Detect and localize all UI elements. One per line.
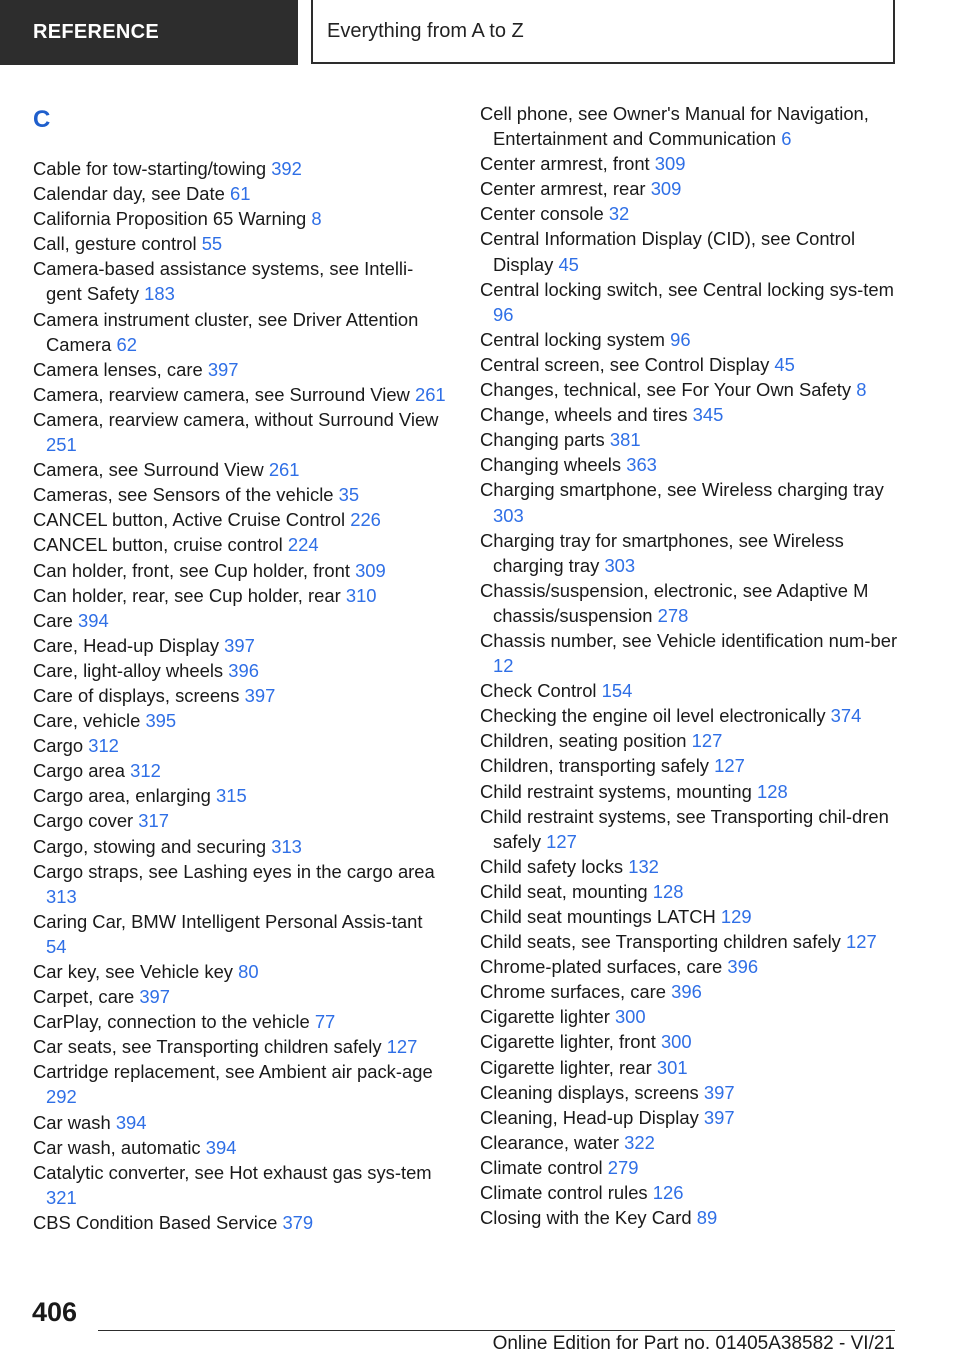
page-reference-link[interactable]: 61 [229,183,251,205]
index-entry-text: Care [33,609,73,631]
index-entry [480,1130,900,1155]
index-entry-text: Camera, see Surround View [33,459,264,481]
page-reference-link[interactable]: 397 [139,986,171,1008]
index-entry [480,954,900,979]
page-reference-link[interactable]: 395 [145,710,177,732]
page-reference-link[interactable]: 127 [714,755,745,777]
index-entry-text: Center armrest, front [480,153,650,175]
page-reference-link[interactable]: 309 [654,153,686,175]
index-entry-text: Change, wheels and tires [480,404,688,426]
index-entry-text: Camera-based assistance systems, see Intelli-gent Safety [33,258,414,305]
page-reference-link[interactable]: 80 [238,961,259,982]
index-entry-text: Cargo [33,735,84,757]
index-entry [33,206,448,231]
page-reference-link[interactable]: 129 [720,906,752,927]
index-entry [480,1155,900,1180]
index-entry [33,859,448,909]
index-entry-text: Center console [480,203,604,225]
page-reference-link[interactable]: 32 [608,203,630,225]
index-entry [480,1004,900,1029]
index-entry-text: Can holder, rear, see Cup holder, rear [33,584,341,606]
index-entry [480,1055,900,1080]
page-reference-link[interactable]: 35 [338,484,360,506]
index-column-left [33,101,448,1235]
index-entry [480,226,900,276]
page-reference-link[interactable]: 89 [696,1207,718,1229]
page-reference-link[interactable]: 396 [671,981,702,1003]
index-entry-text: Camera, rearview camera, see Surround View [33,383,410,405]
index-entry-text: Climate control rules [480,1182,648,1204]
page-reference-link[interactable]: 6 [781,128,792,150]
index-entry [33,758,448,783]
page-reference-link[interactable]: 45 [774,353,795,375]
index-entry-text: Care, vehicle [33,710,141,732]
index-entry-text: Central locking switch, see Central locking sys-tem [480,278,894,300]
index-entry [480,728,900,753]
index-entry-text: Central locking system [480,328,665,350]
index-entry-text: Child seat mountings LATCH [480,906,716,927]
index-entry [33,683,448,708]
index-entry [33,407,448,457]
index-entry [33,457,448,482]
index-entry [33,156,448,181]
index-entry-text: Cell phone, see Owner's Manual for Navigation, Entertainment and Communication [480,103,869,150]
index-entry-text: Cameras, see Sensors of the vehicle [33,484,334,506]
page-reference-link[interactable]: 55 [201,233,223,255]
index-entry-text: Cable for tow-starting/towing [33,158,267,179]
index-entry [33,532,448,557]
page-reference-link[interactable]: 279 [607,1156,639,1178]
page-reference-link[interactable]: 396 [228,659,259,681]
index-entry-text: CANCEL button, Active Cruise Control [33,509,346,531]
index-entry [480,1180,900,1205]
index-entry [480,854,900,879]
index-entry-text: Cargo area [33,760,126,782]
page-reference-link[interactable]: 8 [856,379,867,401]
index-entry [33,959,448,984]
index-entry-text: Care of displays, screens [33,684,240,706]
index-entry-text: Calendar day, see Date [33,183,225,205]
index-entry [33,1009,448,1034]
page-number: 406 [32,1297,78,1327]
page-reference-link[interactable]: 394 [205,1136,237,1158]
index-entry [33,1059,448,1109]
index-entry [480,176,900,201]
index-entry-text: Cleaning, Head-up Display [480,1106,699,1128]
index-entry-text: Car wash [33,1111,111,1133]
index-entry [480,703,900,728]
index-entry-text: Changing wheels [480,454,622,476]
index-entry-text: Chrome-plated surfaces, care [480,956,723,978]
page-reference-link[interactable]: 128 [652,880,684,902]
index-entry-text: Care, Head-up Display [33,634,220,656]
index-entry-text: Children, seating position [480,730,687,752]
index-entry [33,733,448,758]
index-entry-text: California Proposition 65 Warning [33,208,307,230]
page-reference-link[interactable]: 154 [601,680,633,702]
index-entry-text: Closing with the Key Card [480,1207,692,1229]
page-reference-link[interactable]: 292 [46,1086,77,1108]
index-entry-text: Child restraint systems, see Transporting chil-dren safely [480,805,889,852]
page-reference-link[interactable]: 397 [703,1106,735,1128]
page-reference-link[interactable]: 394 [115,1111,147,1133]
index-entry-text: Camera lenses, care [33,358,203,380]
index-entry-text: Cargo straps, see Lashing eyes in the cargo area [33,860,435,882]
page-reference-link[interactable]: 313 [46,885,77,907]
index-entry [480,628,900,678]
index-entry [33,608,448,633]
index-entry-text: Children, transporting safely [480,755,709,777]
index-entry-text: Clearance, water [480,1131,620,1153]
page-reference-link[interactable]: 128 [757,780,788,802]
index-entry-text: Cargo area, enlarging [33,785,211,807]
index-entry [480,879,900,904]
index-entry [33,256,448,306]
page-reference-link[interactable]: 392 [271,158,302,179]
page-reference-link[interactable]: 397 [244,684,276,706]
page-reference-link[interactable]: 303 [493,504,524,526]
index-entry [33,658,448,683]
index-entry-text: Changing parts [480,429,605,451]
page-reference-link[interactable]: 312 [130,760,161,782]
index-entry [480,1080,900,1105]
index-entry-text: Cargo cover [33,810,134,832]
page-reference-link[interactable]: 363 [626,454,657,476]
index-entry-text: Cargo, stowing and securing [33,835,267,857]
page-reference-link[interactable]: 397 [207,358,239,380]
index-entry-text: Child safety locks [480,855,624,877]
page-reference-link[interactable]: 312 [88,735,119,757]
page-reference-link[interactable]: 127 [845,931,877,953]
index-entry-text: Catalytic converter, see Hot exhaust gas sys-tem [33,1161,432,1183]
index-letter-heading: C [33,106,51,133]
index-entry [33,357,448,382]
page-reference-link[interactable]: 12 [493,655,514,677]
index-entry [480,477,900,527]
page-reference-link[interactable]: 394 [78,609,109,631]
index-entry-text: Carpet, care [33,986,135,1008]
index-entry [480,1105,900,1130]
index-entry-text: Central Information Display (CID), see Control Display [480,228,856,275]
index-entry-text: Cleaning displays, screens [480,1081,699,1103]
index-entry [33,307,448,357]
chapter-title: Everything from A to Z [311,0,895,64]
page-reference-link[interactable]: 251 [46,434,77,456]
page-reference-link[interactable]: 317 [138,810,169,832]
index-entry-text: Cigarette lighter, front [480,1031,656,1053]
index-entry [480,904,900,929]
index-entry [480,201,900,226]
page-reference-link[interactable]: 381 [609,429,641,451]
page-reference-link[interactable]: 77 [314,1011,336,1033]
page-reference-link[interactable]: 8 [311,208,322,230]
page-reference-link[interactable]: 303 [604,554,636,576]
page-reference-link[interactable]: 96 [670,328,691,350]
page-reference-link[interactable]: 300 [660,1031,692,1053]
index-entry-text: Check Control [480,680,597,702]
index-entry-text: Cigarette lighter, rear [480,1056,652,1078]
index-entry-text: Central screen, see Control Display [480,353,770,375]
page-reference-link[interactable]: 397 [224,634,255,656]
page-reference-link[interactable]: 301 [656,1056,688,1078]
index-entry-text: Chassis number, see Vehicle identification num-ber [480,629,898,651]
page-reference-link[interactable]: 315 [216,785,247,807]
index-entry-text: Car seats, see Transporting children safely [33,1036,382,1058]
index-entry [480,452,900,477]
index-entry [33,834,448,859]
index-entry-text: Can holder, front, see Cup holder, front [33,559,350,581]
page-reference-link[interactable]: 261 [268,459,300,481]
index-entry-text: Car wash, automatic [33,1136,201,1158]
index-entry [33,1135,448,1160]
index-entry-text: Car key, see Vehicle key [33,961,234,982]
page-reference-link[interactable]: 374 [830,705,862,727]
index-entry [33,1160,448,1210]
index-entry [480,929,900,954]
index-entry [480,528,900,578]
index-entry [480,427,900,452]
index-entry [480,277,900,327]
page-reference-link[interactable]: 322 [624,1131,655,1153]
index-entry [480,1029,900,1054]
index-entry-text: Care, light-alloy wheels [33,659,224,681]
index-entry [480,101,900,151]
index-entry-text: Cartridge replacement, see Ambient air pack-age [33,1061,433,1083]
page-reference-link[interactable]: 226 [350,509,381,531]
index-entry-text: Charging tray for smartphones, see Wireless charging tray [480,529,844,576]
index-entry-text: Call, gesture control [33,233,197,255]
index-entry-text: Climate control [480,1156,603,1178]
page-reference-link[interactable]: 127 [691,730,723,752]
index-entry-text: Camera, rearview camera, without Surround View [33,408,439,430]
page-reference-link[interactable]: 309 [355,559,386,581]
page-reference-link[interactable]: 278 [657,604,689,626]
page-reference-link[interactable]: 45 [558,253,579,275]
index-entry [33,909,448,959]
page-reference-link[interactable]: 224 [287,534,319,556]
page-reference-link[interactable]: 132 [628,855,659,877]
index-entry [33,708,448,733]
index-entry [33,1034,448,1059]
edition-note: Online Edition for Part no. 01405A38582 - VI/21 [492,1333,895,1354]
page-reference-link[interactable]: 96 [493,303,514,325]
page-reference-link[interactable]: 379 [282,1211,314,1233]
index-entry-text: CANCEL button, cruise control [33,534,283,556]
index-entry [33,1110,448,1135]
index-entry [33,507,448,532]
index-entry-list [33,156,448,1235]
page-reference-link[interactable]: 54 [46,935,67,957]
page-reference-link[interactable]: 300 [614,1006,646,1028]
page-reference-link[interactable]: 62 [116,333,138,355]
index-entry [480,402,900,427]
page-reference-link[interactable]: 126 [652,1182,684,1204]
index-entry [480,678,900,703]
index-entry-text: CarPlay, connection to the vehicle [33,1011,310,1033]
page-reference-link[interactable]: 396 [727,956,759,978]
index-entry [33,482,448,507]
index-entry-text: Child seats, see Transporting children safely [480,931,841,953]
index-entry [480,352,900,377]
index-entry [33,583,448,608]
index-entry [33,558,448,583]
index-entry [480,779,900,804]
index-entry [33,231,448,256]
index-entry [33,382,448,407]
section-tab: REFERENCE [0,0,298,65]
index-entry [33,181,448,206]
page-reference-link[interactable]: 345 [692,404,724,426]
page-reference-link[interactable]: 127 [546,830,577,852]
page-reference-link[interactable]: 183 [144,283,175,305]
index-entry [480,1205,900,1230]
index-column-right [480,101,900,1230]
page-reference-link[interactable]: 310 [345,584,377,606]
footer-divider [98,1330,895,1331]
index-entry-text: Charging smartphone, see Wireless charging tray [480,479,884,501]
index-entry-text: Chassis/suspension, electronic, see Adaptive M chassis/suspension [480,579,869,626]
index-entry-text: Changes, technical, see For Your Own Safety [480,379,852,401]
page-reference-link[interactable]: 313 [271,835,302,857]
index-entry [480,327,900,352]
index-entry [480,377,900,402]
page-reference-link[interactable]: 321 [46,1186,77,1208]
index-entry-text: CBS Condition Based Service [33,1211,278,1233]
index-entry [480,753,900,778]
index-entry [480,979,900,1004]
page-reference-link[interactable]: 261 [414,383,446,405]
page-header [0,0,960,66]
index-entry-text: Child seat, mounting [480,880,648,902]
index-entry [33,984,448,1009]
index-entry [33,783,448,808]
index-entry [480,804,900,854]
page-reference-link[interactable]: 309 [650,178,682,200]
index-entry [33,808,448,833]
index-entry-text: Center armrest, rear [480,178,646,200]
page-reference-link[interactable]: 127 [386,1036,418,1058]
index-entry-list [480,101,900,1230]
index-entry [33,1210,448,1235]
index-entry-text: Chrome surfaces, care [480,981,667,1003]
index-entry-text: Camera instrument cluster, see Driver Attention Camera [33,308,419,355]
page-reference-link[interactable]: 397 [703,1081,735,1103]
index-entry-text: Checking the engine oil level electronically [480,705,826,727]
index-entry-text: Cigarette lighter [480,1006,610,1028]
index-entry [33,633,448,658]
index-entry [480,151,900,176]
index-entry-text: Caring Car, BMW Intelligent Personal Assis-tant [33,910,423,932]
index-entry-text: Child restraint systems, mounting [480,780,752,802]
index-entry [480,578,900,628]
